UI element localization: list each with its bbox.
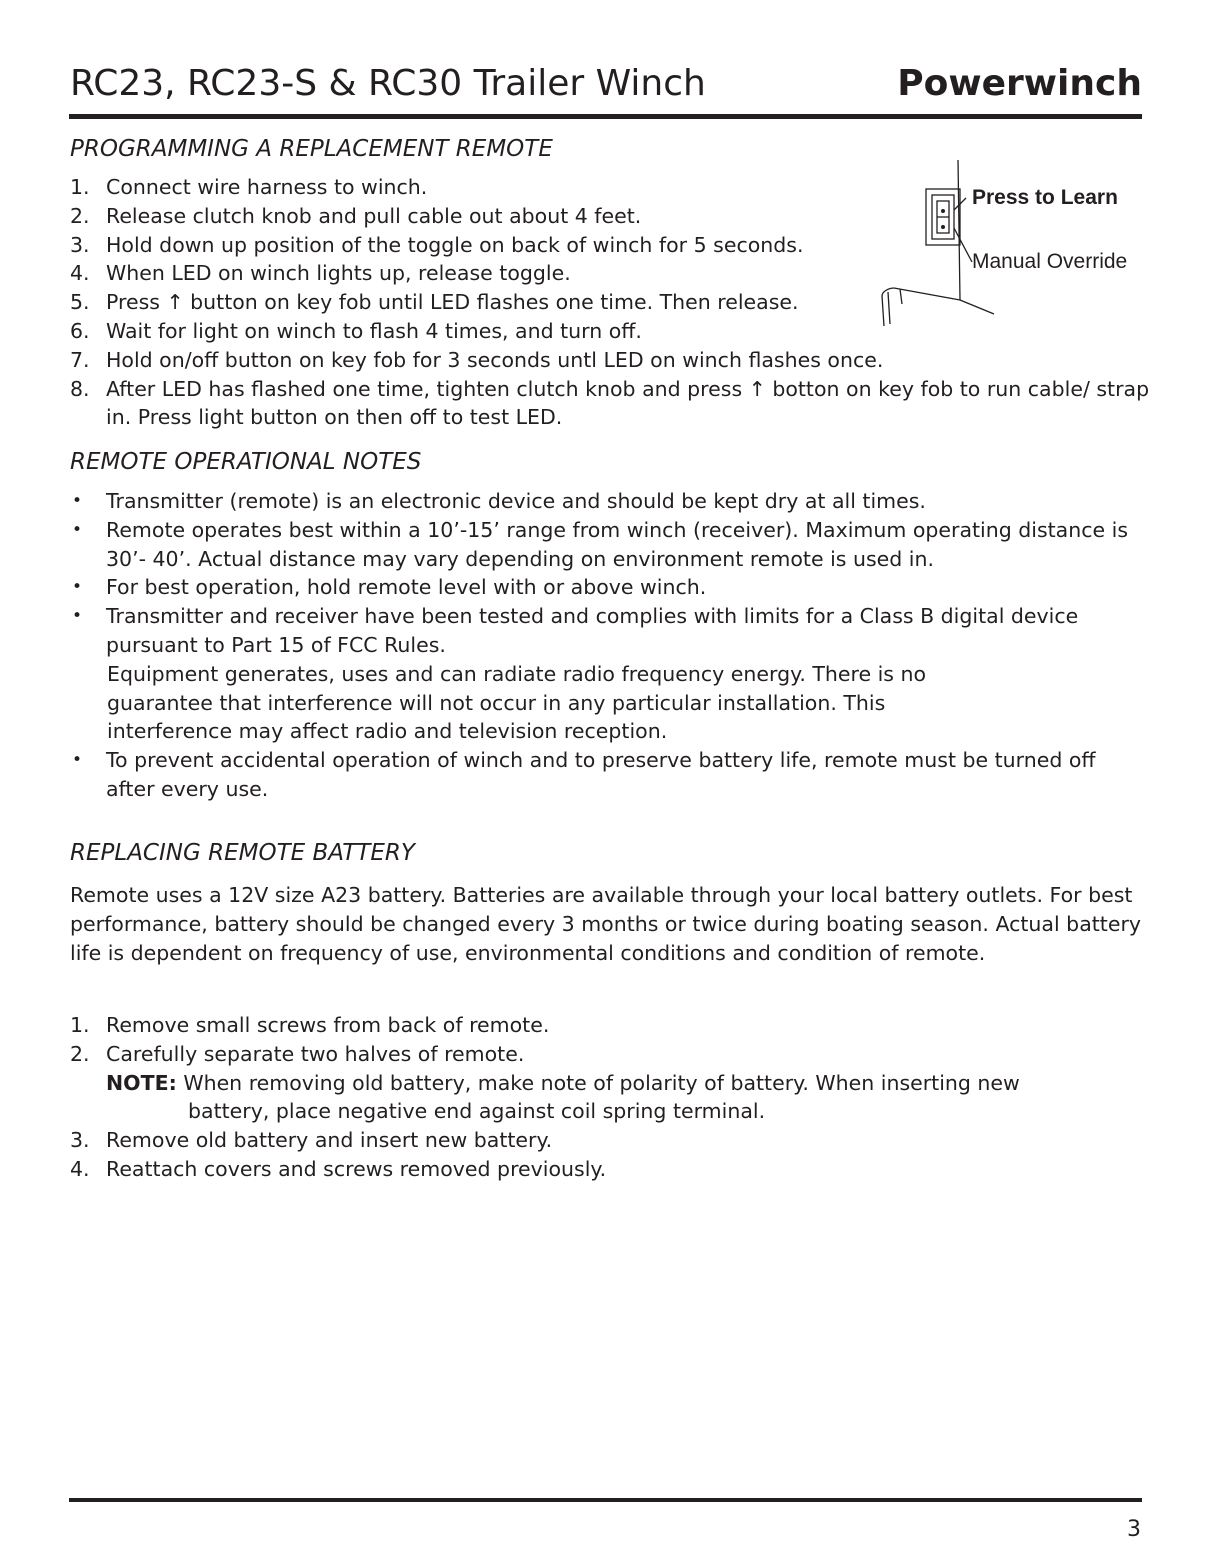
note-text: Transmitter (remote) is an electronic device and should be kept dry at all times. — [106, 489, 926, 513]
list-item — [70, 1040, 1150, 1069]
battery-note — [70, 1069, 1150, 1127]
battery-steps — [70, 1011, 1150, 1184]
list-item — [70, 746, 1150, 804]
winch-back-drawing — [876, 158, 1146, 330]
step-text: Remove small screws from back of remote. — [106, 1013, 550, 1037]
bullet-mark: • — [72, 750, 83, 771]
list-item — [70, 375, 1150, 433]
step-number: 1. — [70, 175, 90, 199]
list-item — [70, 1126, 1150, 1155]
step-number: 7. — [70, 347, 90, 372]
note-label: NOTE: — [106, 1070, 177, 1095]
programming-heading: PROGRAMMING A REPLACEMENT REMOTE — [70, 136, 553, 162]
page-number: 3 — [1127, 1517, 1141, 1542]
list-item — [70, 602, 1150, 746]
press-to-learn-label: Press to Learn — [972, 186, 1118, 209]
battery-heading: REPLACING REMOTE BATTERY — [70, 840, 415, 866]
header-rule — [69, 114, 1142, 119]
step-number: 8. — [70, 376, 90, 401]
list-item — [70, 346, 1150, 375]
brand-name: Powerwinch — [897, 63, 1142, 104]
bullet-mark: • — [72, 519, 83, 540]
page-header — [70, 60, 1142, 108]
step-text: Press ↑ button on key fob until LED flashes one time. Then release. — [106, 290, 799, 315]
list-item — [70, 1155, 1150, 1184]
document-title: RC23, RC23-S & RC30 Trailer Winch — [70, 63, 706, 104]
battery-intro: Remote uses a 12V size A23 battery. Batteries are available through your local battery outlets. For best performance, battery should be changed every 3 months or twice during boating season. Actual battery life is dependent on frequency of use, environmental conditions and condition of remote. — [70, 883, 1142, 965]
list-item — [70, 1011, 1150, 1040]
fcc-note-text: Equipment generates, uses and can radiate radio frequency energy. There is no guarantee that interference will not occur in any particular installation. This interference may affect radio and television reception. — [107, 661, 927, 744]
bullet-mark: • — [72, 491, 83, 511]
footer-rule — [69, 1498, 1142, 1502]
step-text: Connect wire harness to winch. — [106, 175, 428, 199]
note-text-continued: battery, place negative end against coil spring terminal. — [188, 1099, 766, 1124]
step-number: 6. — [70, 318, 90, 343]
step-number: 1. — [70, 1013, 90, 1037]
step-text: Reattach covers and screws removed previously. — [106, 1156, 607, 1181]
list-item — [70, 516, 1150, 574]
step-text: Wait for light on winch to flash 4 times, and turn off. — [106, 318, 642, 343]
step-number: 4. — [70, 261, 90, 286]
note-text: Transmitter and receiver have been tested and complies with limits for a Class B digital device pursuant to Part 15 of FCC Rules. — [106, 604, 1079, 657]
bullet-mark: • — [72, 577, 83, 598]
note-text: To prevent accidental operation of winch and to preserve battery life, remote must be turned off after every use. — [106, 748, 1096, 801]
step-number: 2. — [70, 203, 90, 228]
note-text: For best operation, hold remote level with or above winch. — [106, 575, 707, 600]
list-item — [70, 487, 1150, 516]
step-text: Remove old battery and insert new battery. — [106, 1128, 553, 1153]
operational-notes-list — [70, 487, 1150, 804]
step-number: 4. — [70, 1156, 90, 1181]
bullet-mark: • — [72, 606, 83, 627]
step-number: 2. — [70, 1041, 90, 1066]
note-text: When removing old battery, make note of polarity of battery. When inserting new — [183, 1070, 1020, 1095]
list-item — [70, 573, 1150, 602]
step-number: 3. — [70, 232, 90, 257]
step-text: Hold on/off button on key fob for 3 seconds untl LED on winch flashes once. — [106, 347, 884, 372]
step-number: 5. — [70, 290, 90, 315]
manual-override-label: Manual Override — [972, 250, 1128, 273]
toggle-switch-diagram — [876, 158, 1146, 330]
step-text: Hold down up position of the toggle on back of winch for 5 seconds. — [106, 232, 804, 257]
note-text: Remote operates best within a 10’-15’ range from winch (receiver). Maximum operating distance is 30’- 40’. Actual distance may vary depending on environment remote is used in. — [106, 517, 1129, 571]
step-number: 3. — [70, 1128, 90, 1153]
operational-notes-heading: REMOTE OPERATIONAL NOTES — [70, 449, 422, 475]
step-text: After LED has flashed one time, tighten clutch knob and press ↑ botton on key fob to run cable/ strap in. Press light button on then off to test LED. — [106, 376, 1150, 430]
step-text: When LED on winch lights up, release toggle. — [106, 261, 571, 286]
step-text: Release clutch knob and pull cable out about 4 feet. — [106, 203, 642, 228]
step-text: Carefully separate two halves of remote. — [106, 1041, 525, 1066]
